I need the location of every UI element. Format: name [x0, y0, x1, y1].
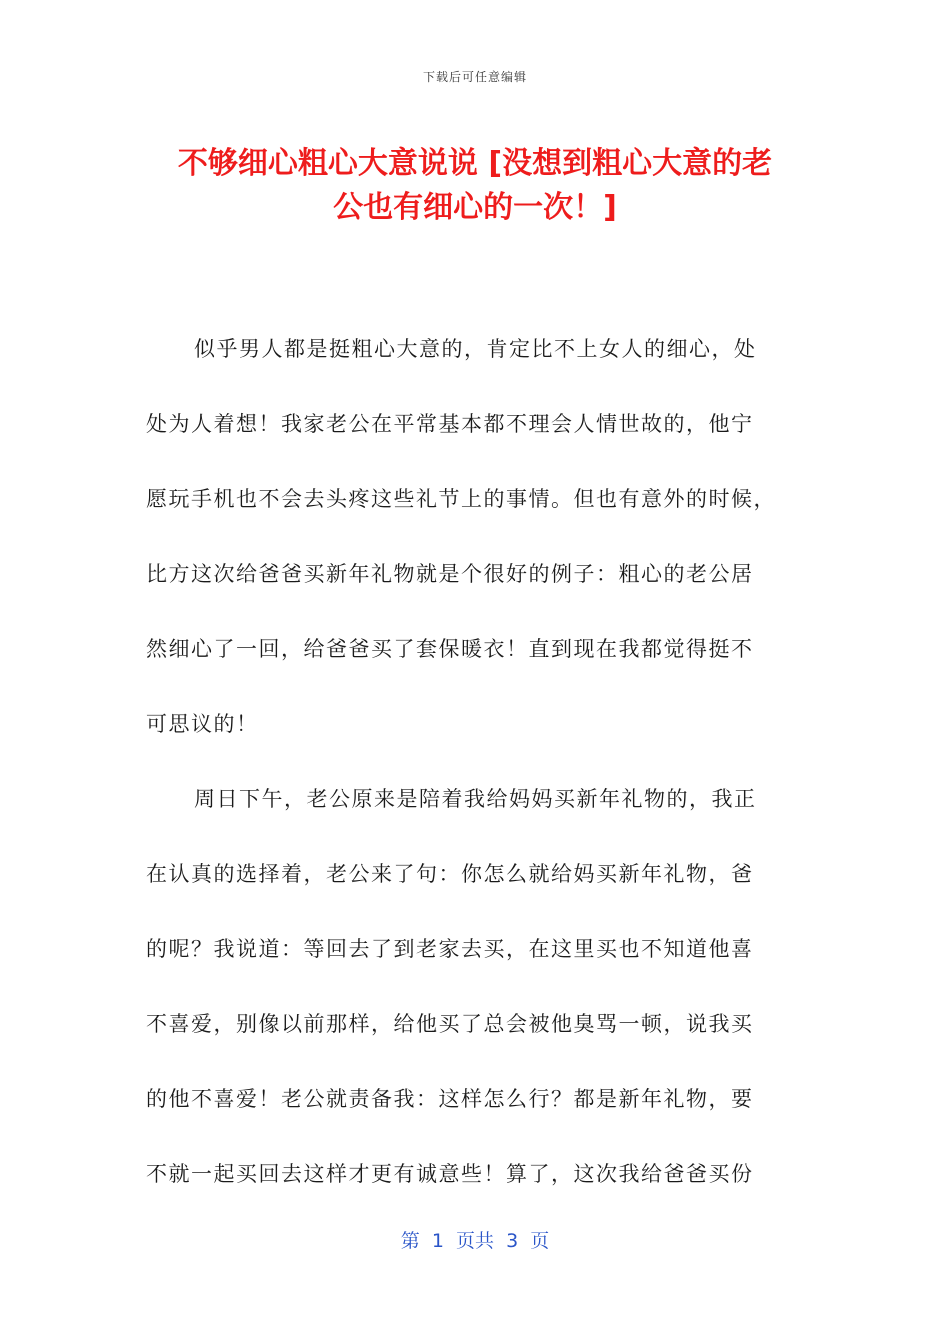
text-line: 可思议的！	[146, 712, 259, 736]
text-line: 比方这次给爸爸买新年礼物就是个很好的例子：粗心的老公居	[146, 562, 754, 586]
text-line: 的他不喜爱！老公就责备我：这样怎么行？都是新年礼物，要	[146, 1087, 754, 1111]
text-line: 不就一起买回去这样才更有诚意些！算了，这次我给爸爸买份	[146, 1162, 754, 1186]
page-number-footer: 第 1 页共 3 页	[400, 1230, 550, 1252]
document-title	[140, 142, 810, 230]
title-line: 不够细心粗心大意说说 [没想到粗心大意的老	[177, 146, 773, 181]
text-line: 的呢？我说道：等回去了到老家去买，在这里买也不知道他喜	[146, 937, 754, 961]
header-note: 下载后可任意编辑	[422, 70, 527, 84]
document-body	[146, 312, 806, 1212]
text-line: 愿玩手机也不会去头疼这些礼节上的事情。但也有意外的时候，	[146, 487, 776, 511]
title-line: 公也有细心的一次！]	[333, 190, 617, 225]
paragraph	[146, 312, 806, 762]
paragraph	[146, 762, 806, 1212]
text-line: 然细心了一回，给爸爸买了套保暖衣！直到现在我都觉得挺不	[146, 637, 754, 661]
text-line: 似乎男人都是挺粗心大意的，肯定比不上女人的细心，处	[194, 337, 757, 361]
text-line: 在认真的选择着，老公来了句：你怎么就给妈买新年礼物，爸	[146, 862, 754, 886]
text-line: 周日下午，老公原来是陪着我给妈妈买新年礼物的，我正	[194, 787, 757, 811]
text-line: 处为人着想！我家老公在平常基本都不理会人情世故的，他宁	[146, 412, 754, 436]
text-line: 不喜爱，别像以前那样，给他买了总会被他臭骂一顿，说我买	[146, 1012, 754, 1036]
